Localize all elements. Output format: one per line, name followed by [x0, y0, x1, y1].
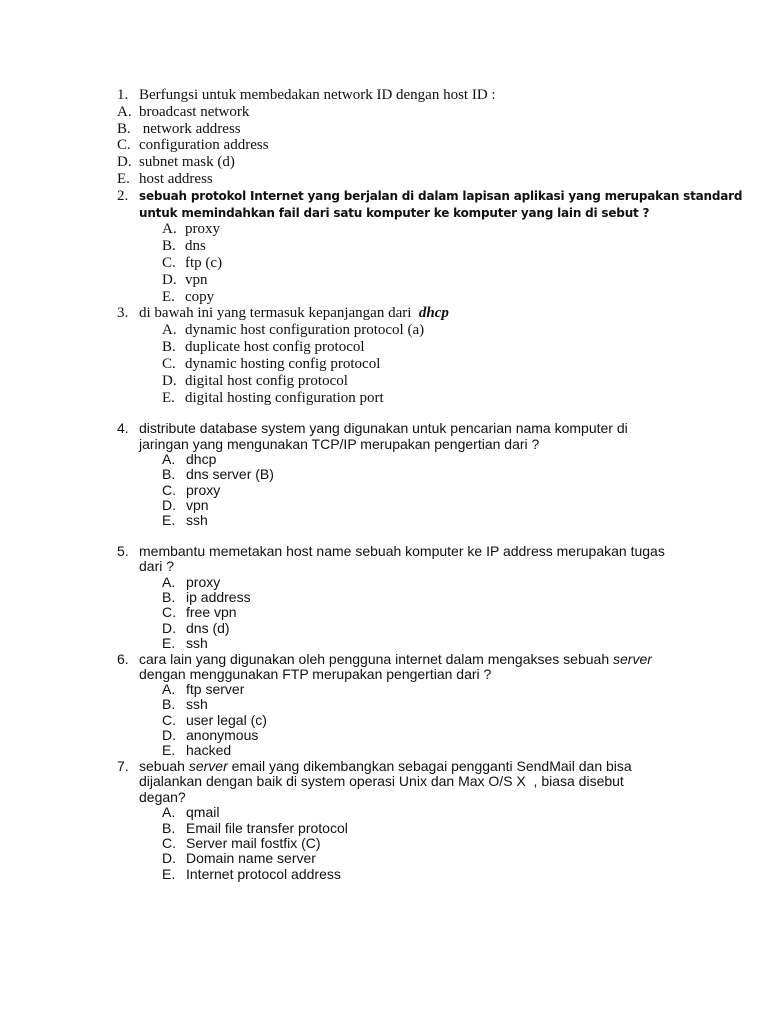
question-text: Berfungsi untuk membedakan network ID dengan host ID : [139, 87, 496, 103]
option-letter: B. [117, 121, 131, 137]
option-letter: B. [162, 238, 176, 254]
option-text: ftp server [186, 681, 245, 697]
question-text-main: di bawah ini yang termasuk kepanjangan dari [139, 305, 412, 321]
option-letter: A. [162, 574, 176, 590]
option-text: dynamic hosting config protocol [185, 356, 381, 372]
question-number: 6. [117, 651, 129, 667]
option-text: ip address [186, 589, 251, 605]
option-text: copy [185, 289, 215, 305]
option-text: dns [185, 238, 206, 254]
option-text: dynamic host configuration protocol (a) [185, 322, 425, 338]
option-letter: C. [162, 356, 176, 372]
question-emphasis: server [613, 651, 652, 667]
question-text-line1: distribute database system yang digunakan untuk pencarian nama komputer di [139, 420, 628, 436]
option-letter: B. [162, 820, 176, 836]
question-number: 4. [117, 420, 129, 436]
option-text: Server mail fostfix (C) [186, 835, 321, 851]
question-emphasis: dhcp [418, 305, 449, 321]
option-text: dns server (B) [186, 466, 274, 482]
option-letter: E. [162, 866, 176, 882]
option-letter: B. [162, 466, 176, 482]
option-text: configuration address [139, 137, 269, 153]
question-text-post: email yang dikembangkan sebagai pengganti SendMail dan bisa [227, 758, 632, 774]
option-text: ssh [186, 696, 208, 712]
question-number: 5. [117, 543, 129, 559]
option-letter: D. [162, 727, 176, 743]
option-letter: B. [162, 589, 176, 605]
option-text: subnet mask (d) [139, 154, 235, 170]
option-letter: A. [162, 681, 176, 697]
option-text: ftp (c) [185, 255, 223, 271]
question-text-line1 [139, 758, 632, 774]
option-text: vpn [186, 497, 209, 513]
option-text: host address [139, 171, 213, 187]
option-text: digital host config protocol [185, 373, 348, 389]
question-text-line2: dijalankan dengan baik di system operasi Unix dan Max O/S X , biasa disebut [139, 773, 624, 789]
option-letter: C. [162, 712, 176, 728]
option-letter: D. [162, 497, 176, 513]
option-letter: D. [162, 620, 176, 636]
option-text: Domain name server [186, 850, 316, 866]
option-letter: C. [162, 482, 176, 498]
option-text: ssh [186, 512, 208, 528]
question-text-line2: dari ? [139, 558, 175, 574]
question-number: 2. [117, 188, 129, 204]
option-text: broadcast network [139, 104, 250, 120]
option-letter: E. [162, 390, 175, 406]
option-letter: A. [162, 221, 177, 237]
option-text: proxy [185, 221, 220, 237]
option-text: dhcp [186, 451, 217, 467]
option-letter: E. [117, 171, 130, 187]
option-letter: C. [162, 255, 176, 271]
question-text-main: cara lain yang digunakan oleh pengguna internet dalam mengakses sebuah [139, 651, 614, 667]
option-text: Internet protocol address [186, 866, 341, 882]
option-letter: D. [162, 373, 177, 389]
option-text: proxy [186, 482, 221, 498]
option-text: free vpn [186, 604, 237, 620]
option-text: network address [139, 121, 241, 137]
question-text-line2: dengan menggunakan FTP merupakan pengertian dari ? [139, 666, 492, 682]
option-text: Email file transfer protocol [186, 820, 348, 836]
question-emphasis: server [188, 758, 228, 774]
question-text-pre: sebuah [139, 758, 189, 774]
option-text: anonymous [186, 727, 259, 743]
option-letter: C. [162, 604, 176, 620]
option-letter: C. [162, 835, 176, 851]
question-text-line3: degan? [139, 789, 186, 805]
option-letter: B. [162, 339, 176, 355]
option-letter: C. [117, 137, 131, 153]
option-text: dns (d) [186, 620, 230, 636]
option-text: duplicate host config protocol [185, 339, 365, 355]
question-text [139, 305, 449, 322]
option-letter: A. [162, 804, 176, 820]
option-text: vpn [185, 272, 208, 288]
question-text-line1: sebuah protokol Internet yang berjalan di dalam lapisan aplikasi yang merupakan standard [139, 189, 743, 203]
option-letter: E. [162, 635, 176, 651]
option-text: proxy [186, 574, 221, 590]
option-letter: A. [162, 322, 177, 338]
question-text-line1 [139, 651, 652, 667]
option-letter: E. [162, 512, 176, 528]
question-text-line2: untuk memindahkan fail dari satu komputer ke komputer yang lain di sebut ? [139, 206, 650, 220]
question-number: 1. [117, 87, 129, 103]
question-number: 3. [117, 305, 129, 321]
option-letter: A. [162, 451, 176, 467]
option-letter: B. [162, 696, 176, 712]
option-text: user legal (c) [186, 712, 267, 728]
question-number: 7. [117, 758, 129, 774]
option-text: ssh [186, 635, 208, 651]
option-letter: E. [162, 742, 176, 758]
option-letter: D. [162, 850, 176, 866]
option-text: hacked [186, 742, 232, 758]
option-letter: E. [162, 289, 175, 305]
option-letter: D. [162, 272, 177, 288]
option-text: qmail [186, 804, 220, 820]
question-text-line2: jaringan yang mengunakan TCP/IP merupakan pengertian dari ? [139, 436, 540, 452]
option-letter: D. [117, 154, 132, 170]
option-text: digital hosting configuration port [185, 390, 384, 406]
question-text-line1: membantu memetakan host name sebuah komputer ke IP address merupakan tugas [139, 543, 665, 559]
option-letter: A. [117, 104, 132, 120]
